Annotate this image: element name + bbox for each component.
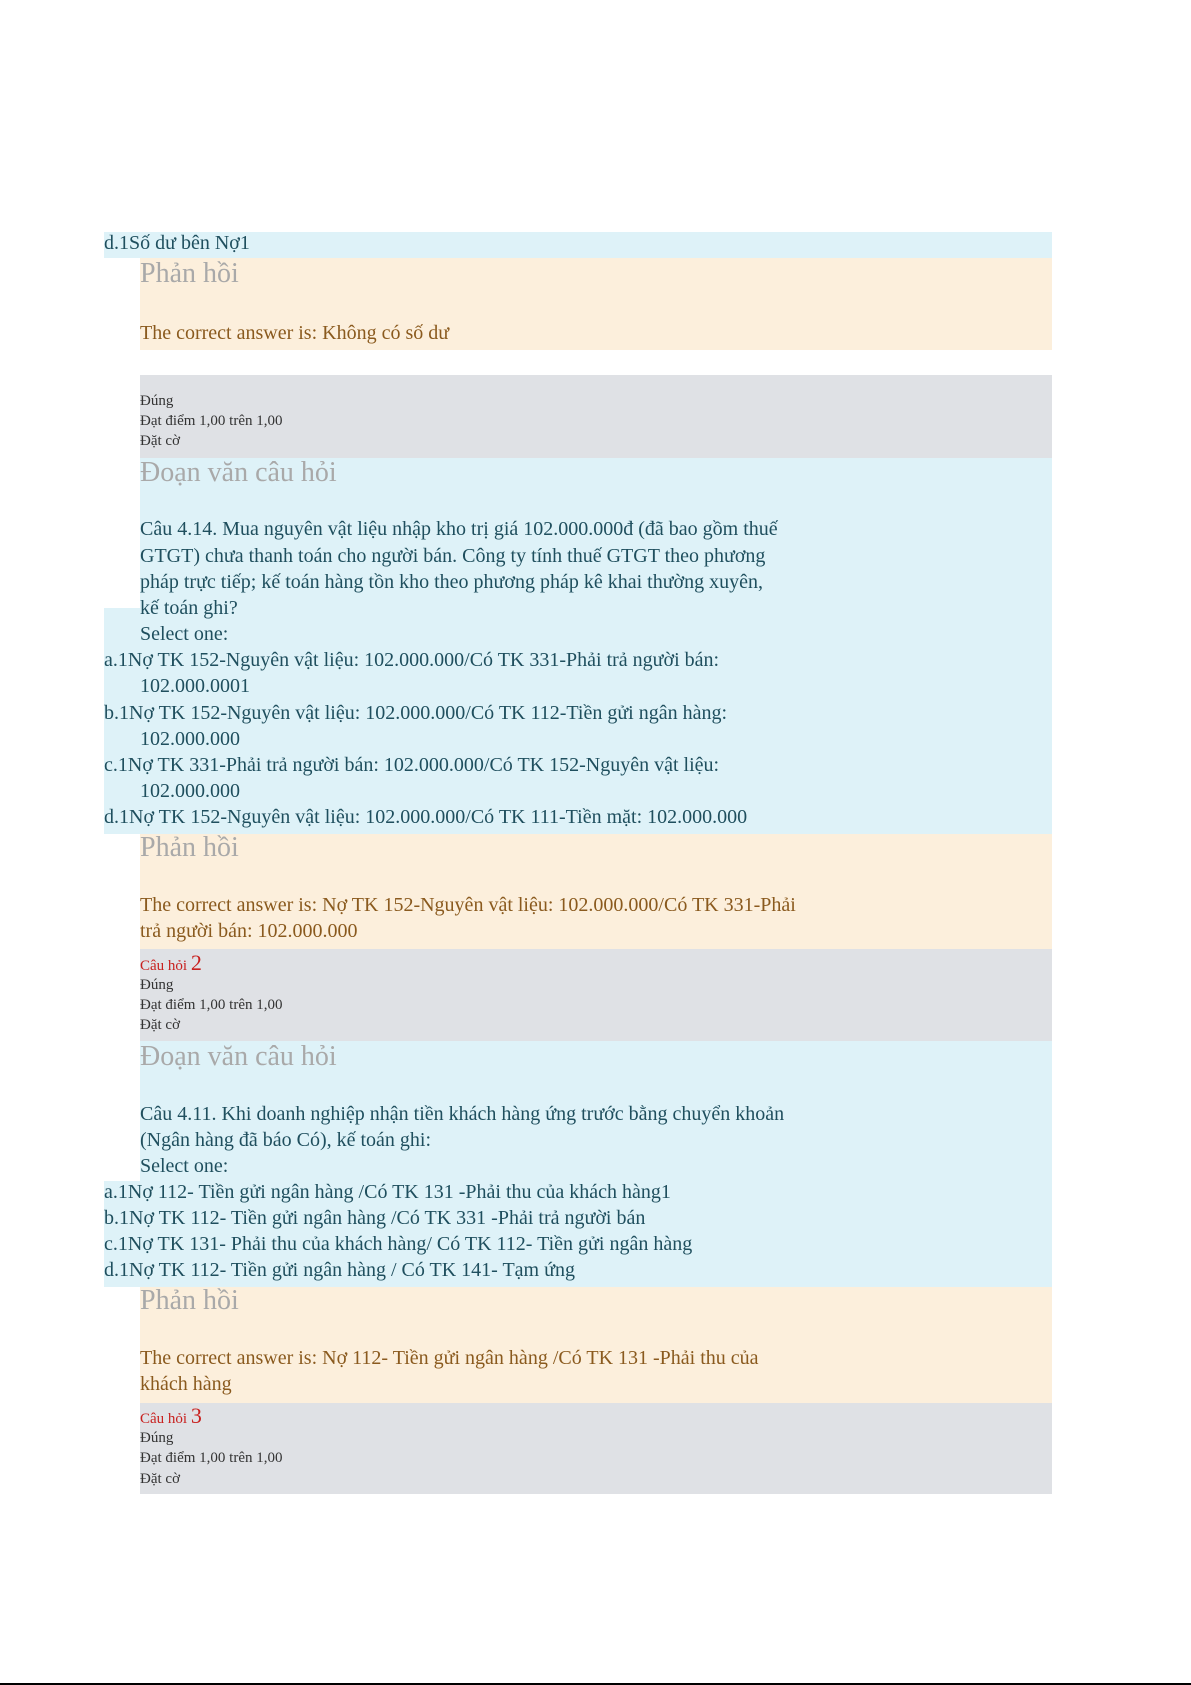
q2-number-label <box>140 950 202 976</box>
q1-option-b-cont[interactable]: 102.000.000 <box>140 728 240 750</box>
q3-info-block <box>140 1403 1052 1494</box>
q2-feedback-line: The correct answer is: Nợ 112- Tiền gửi ngân hàng /Có TK 131 -Phải thu của <box>140 1347 759 1369</box>
q1-option-a[interactable]: a.1Nợ TK 152-Nguyên vật liệu: 102.000.000/Có TK 331-Phải trả người bán: <box>104 649 720 671</box>
q2-feedback-line: khách hàng <box>140 1373 232 1395</box>
q2-option-d[interactable]: d.1Nợ TK 112- Tiền gửi ngân hàng / Có TK 141- Tạm ứng <box>104 1259 575 1281</box>
q2-feedback-block <box>140 1287 1052 1403</box>
q1-feedback-title: Phản hồi <box>140 832 239 863</box>
q1-text-line: kế toán ghi? <box>140 597 238 619</box>
q1-title: Đoạn văn câu hỏi <box>140 457 337 488</box>
q1-option-b[interactable]: b.1Nợ TK 152-Nguyên vật liệu: 102.000.000/Có TK 112-Tiền gửi ngân hàng: <box>104 702 728 724</box>
q3-status: Đúng <box>140 1430 174 1446</box>
prev-feedback-text: The correct answer is: Không có số dư <box>140 322 450 344</box>
q1-status: Đúng <box>140 393 174 409</box>
q3-label: Câu hỏi <box>140 1411 188 1427</box>
q1-option-c[interactable]: c.1Nợ TK 331-Phải trả người bán: 102.000.000/Có TK 152-Nguyên vật liệu: <box>104 754 720 776</box>
q3-score: Đạt điểm 1,00 trên 1,00 <box>140 1450 283 1466</box>
q2-flag[interactable]: Đặt cờ <box>140 1017 180 1033</box>
prev-feedback-title: Phản hồi <box>140 258 239 289</box>
q2-title: Đoạn văn câu hỏi <box>140 1041 337 1072</box>
q2-option-c[interactable]: c.1Nợ TK 131- Phải thu của khách hàng/ Có TK 112- Tiền gửi ngân hàng <box>104 1233 693 1255</box>
q1-feedback-line: trả người bán: 102.000.000 <box>140 920 358 942</box>
q2-label: Câu hỏi <box>140 958 188 974</box>
q1-text-line: GTGT) chưa thanh toán cho người bán. Công ty tính thuế GTGT theo phương <box>140 545 766 567</box>
q2-text-line: (Ngân hàng đã báo Có), kế toán ghi: <box>140 1129 432 1151</box>
q1-flag[interactable]: Đặt cờ <box>140 433 180 449</box>
prev-option-d[interactable]: d.1Số dư bên Nợ1 <box>104 232 250 254</box>
q1-score: Đạt điểm 1,00 trên 1,00 <box>140 413 283 429</box>
q2-status: Đúng <box>140 977 174 993</box>
q2-info-block <box>140 949 1052 1041</box>
q2-number: 2 <box>190 950 202 975</box>
q2-text-line: Câu 4.11. Khi doanh nghiệp nhận tiền khách hàng ứng trước bằng chuyển khoản <box>140 1103 785 1125</box>
q1-option-a-cont[interactable]: 102.000.0001 <box>140 675 250 697</box>
q2-feedback-title: Phản hồi <box>140 1285 239 1316</box>
q3-flag[interactable]: Đặt cờ <box>140 1471 180 1487</box>
q1-option-c-cont[interactable]: 102.000.000 <box>140 780 240 802</box>
q2-select-label: Select one: <box>140 1155 229 1177</box>
q1-text-line: pháp trực tiếp; kế toán hàng tồn kho theo phương pháp kê khai thường xuyên, <box>140 571 763 593</box>
q1-option-d[interactable]: d.1Nợ TK 152-Nguyên vật liệu: 102.000.000/Có TK 111-Tiền mặt: 102.000.000 <box>104 806 748 828</box>
q2-option-b[interactable]: b.1Nợ TK 112- Tiền gửi ngân hàng /Có TK 331 -Phải trả người bán <box>104 1207 646 1229</box>
q2-option-a[interactable]: a.1Nợ 112- Tiền gửi ngân hàng /Có TK 131 -Phải thu của khách hàng1 <box>104 1181 671 1203</box>
q3-number-label <box>140 1403 202 1429</box>
q1-select-label: Select one: <box>140 623 229 645</box>
q1-text-line: Câu 4.14. Mua nguyên vật liệu nhập kho trị giá 102.000.000đ (đã bao gồm thuế <box>140 518 778 540</box>
q3-number: 3 <box>190 1403 202 1428</box>
q2-score: Đạt điểm 1,00 trên 1,00 <box>140 997 283 1013</box>
q1-feedback-line: The correct answer is: Nợ TK 152-Nguyên vật liệu: 102.000.000/Có TK 331-Phải <box>140 894 796 916</box>
